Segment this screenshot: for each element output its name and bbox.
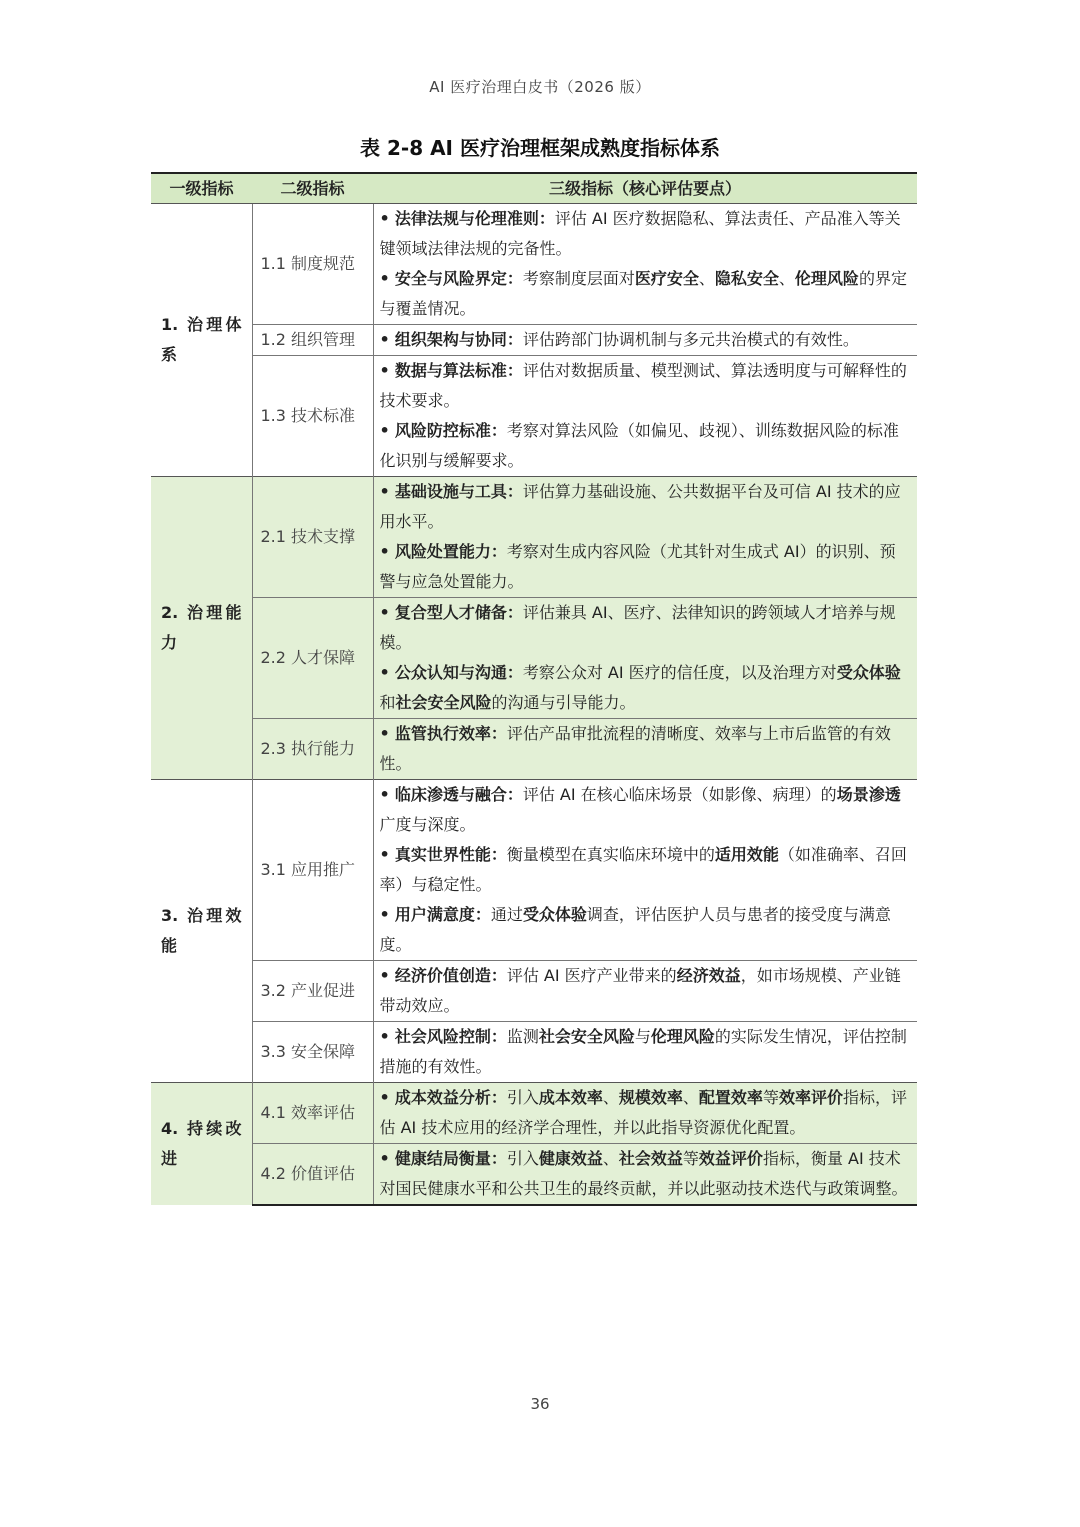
evaluation-point [380, 840, 910, 900]
text: 指标，衡量 AI 技术对国民健康水平和公共卫生的最终贡献，并以此驱动技术迭代与政策调整。 [379, 1149, 908, 1198]
bullet-icon: • [379, 1027, 390, 1046]
text: 引入 [506, 1088, 539, 1107]
evaluation-point [380, 1083, 910, 1143]
bullet-icon: • [379, 421, 390, 440]
bold-text: 医疗安全 [634, 269, 699, 288]
bold-text: 效益评价 [698, 1149, 763, 1168]
bold-text: 数据与算法标准： [394, 361, 523, 380]
bold-text: 真实世界性能： [394, 845, 507, 864]
text: 广度与深度。 [379, 815, 476, 834]
bold-text: 伦理风险 [650, 1027, 715, 1046]
text: 监测 [506, 1027, 539, 1046]
bold-text: 基础设施与工具： [394, 482, 523, 501]
bullet-icon: • [379, 724, 390, 743]
table-row [151, 477, 917, 598]
evaluation-point [380, 1144, 910, 1204]
level-2-indicator: 2.3 执行能力 [252, 719, 373, 780]
bullet-icon: • [379, 330, 390, 349]
bullet-icon: • [379, 845, 390, 864]
table-row [151, 598, 917, 719]
page-number: 36 [530, 1395, 550, 1413]
bold-text: 法律法规与伦理准则： [394, 209, 555, 228]
table-row [151, 204, 917, 325]
text: ，如市场规模、产业链带动效应。 [379, 966, 901, 1015]
evaluation-point [380, 900, 910, 960]
text: 等 [762, 1088, 779, 1107]
bullet-icon: • [379, 603, 390, 622]
text: 评估对数据质量、模型测试、算法透明度与可解释性的技术要求。 [379, 361, 907, 410]
bullet-icon: • [379, 269, 390, 288]
evaluation-point [380, 356, 910, 416]
level-3-evaluation-points [373, 719, 917, 780]
bullet-icon: • [379, 966, 390, 985]
header-level-1: 一级指标 [151, 173, 252, 204]
level-3-evaluation-points [373, 780, 917, 961]
evaluation-point [380, 780, 910, 840]
level-1-indicator: 2. 治理能力 [151, 477, 252, 780]
bullet-icon: • [379, 1088, 390, 1107]
evaluation-point [380, 416, 910, 476]
text: 评估 AI 在核心临床场景（如影像、病理）的 [522, 785, 837, 804]
level-2-indicator: 4.1 效率评估 [252, 1083, 373, 1144]
bold-text: 社会安全风险 [395, 693, 492, 712]
table-row [151, 961, 917, 1022]
header-level-2: 二级指标 [252, 173, 373, 204]
bold-text: 隐私安全 [714, 269, 779, 288]
text: 和 [379, 693, 396, 712]
text: 引入 [506, 1149, 539, 1168]
bullet-icon: • [379, 361, 390, 380]
bold-text: 监管执行效率： [394, 724, 507, 743]
text: （如准确率、召回率）与稳定性。 [379, 845, 907, 894]
text: 的实际发生情况，评估控制措施的有效性。 [379, 1027, 907, 1076]
bold-text: 伦理风险 [794, 269, 859, 288]
bold-text: 安全与风险界定： [394, 269, 523, 288]
text: 评估 AI 医疗产业带来的 [506, 966, 677, 985]
level-3-evaluation-points [373, 1083, 917, 1144]
bold-text: 复合型人才储备： [394, 603, 523, 622]
text: 、 [778, 269, 795, 288]
bullet-icon: • [379, 542, 390, 561]
level-1-indicator: 1. 治理体系 [151, 204, 252, 477]
text: 考察公众对 AI 医疗的信任度，以及治理方对 [522, 663, 837, 682]
evaluation-point [380, 598, 910, 658]
level-1-indicator: 4. 持续改进 [151, 1083, 252, 1206]
evaluation-point [380, 325, 910, 355]
text: 、 [602, 1088, 619, 1107]
text: 等 [682, 1149, 699, 1168]
bold-text: 社会安全风险 [538, 1027, 635, 1046]
evaluation-point [380, 204, 910, 264]
level-3-evaluation-points [373, 1022, 917, 1083]
evaluation-point [380, 658, 910, 718]
bold-text: 场景渗透 [836, 785, 901, 804]
evaluation-point [380, 719, 910, 779]
bold-text: 用户满意度： [394, 905, 491, 924]
table-row [151, 719, 917, 780]
text: 评估产品审批流程的清晰度、效率与上市后监管的有效性。 [379, 724, 891, 773]
level-2-indicator: 1.3 技术标准 [252, 356, 373, 477]
bold-text: 风险防控标准： [394, 421, 507, 440]
bold-text: 成本效率 [538, 1088, 603, 1107]
text: 、 [698, 269, 715, 288]
evaluation-point [380, 961, 910, 1021]
text: 的界定与覆盖情况。 [379, 269, 907, 318]
bullet-icon: • [379, 785, 390, 804]
table-row [151, 356, 917, 477]
evaluation-point [380, 537, 910, 597]
text: 通过 [490, 905, 523, 924]
text: 、 [682, 1088, 699, 1107]
table-title: 表 2-8 AI 医疗治理框架成熟度指标体系 [360, 136, 720, 160]
bold-text: 适用效能 [714, 845, 779, 864]
text: 调查，评估医护人员与患者的接受度与满意度。 [379, 905, 891, 954]
text: 考察对生成内容风险（尤其针对生成式 AI）的识别、预警与应急处置能力。 [379, 542, 896, 591]
bold-text: 组织架构与协同： [394, 330, 523, 349]
bullet-icon: • [379, 1149, 390, 1168]
table-row [151, 1083, 917, 1144]
bullet-icon: • [379, 482, 390, 501]
text: 评估 AI 医疗数据隐私、算法责任、产品准入等关键领域法律法规的完备性。 [379, 209, 901, 258]
table-body [151, 204, 917, 1206]
bold-text: 风险处置能力： [394, 542, 507, 561]
bold-text: 经济效益 [676, 966, 741, 985]
bold-text: 效率评价 [778, 1088, 843, 1107]
bullet-icon: • [379, 209, 390, 228]
evaluation-point [380, 1022, 910, 1082]
level-1-indicator: 3. 治理效能 [151, 780, 252, 1083]
evaluation-point [380, 477, 910, 537]
bullet-icon: • [379, 905, 390, 924]
text: 评估兼具 AI、医疗、法律知识的跨领域人才培养与规模。 [379, 603, 896, 652]
running-head: AI 医疗治理白皮书（2026 版） [429, 78, 651, 96]
level-3-evaluation-points [373, 598, 917, 719]
level-3-evaluation-points [373, 356, 917, 477]
bold-text: 经济价值创造： [394, 966, 507, 985]
bold-text: 健康效益 [538, 1149, 603, 1168]
evaluation-point [380, 264, 910, 324]
bold-text: 公众认知与沟通： [394, 663, 523, 682]
bullet-icon: • [379, 663, 390, 682]
table-row [151, 325, 917, 356]
bold-text: 健康结局衡量： [394, 1149, 507, 1168]
level-2-indicator: 3.3 安全保障 [252, 1022, 373, 1083]
text: 与 [634, 1027, 651, 1046]
level-2-indicator: 4.2 价值评估 [252, 1144, 373, 1206]
text: 考察对算法风险（如偏见、歧视）、训练数据风险的标准化识别与缓解要求。 [379, 421, 899, 470]
text: 、 [602, 1149, 619, 1168]
text: 的沟通与引导能力。 [491, 693, 636, 712]
level-2-indicator: 2.2 人才保障 [252, 598, 373, 719]
level-3-evaluation-points [373, 477, 917, 598]
level-2-indicator: 2.1 技术支撑 [252, 477, 373, 598]
text: 评估算力基础设施、公共数据平台及可信 AI 技术的应用水平。 [379, 482, 901, 531]
bold-text: 配置效率 [698, 1088, 763, 1107]
maturity-indicator-table [151, 172, 917, 1206]
level-3-evaluation-points [373, 1144, 917, 1206]
table-header-row [151, 173, 917, 204]
level-2-indicator: 3.2 产业促进 [252, 961, 373, 1022]
text: 指标，评估 AI 技术应用的经济学合理性，并以此指导资源优化配置。 [379, 1088, 907, 1137]
bold-text: 受众体验 [522, 905, 587, 924]
level-2-indicator: 3.1 应用推广 [252, 780, 373, 961]
header-level-3: 三级指标（核心评估要点） [373, 173, 917, 204]
level-3-evaluation-points [373, 204, 917, 325]
bold-text: 成本效益分析： [394, 1088, 507, 1107]
bold-text: 临床渗透与融合： [394, 785, 523, 804]
text: 考察制度层面对 [522, 269, 635, 288]
level-2-indicator: 1.1 制度规范 [252, 204, 373, 325]
bold-text: 社会效益 [618, 1149, 683, 1168]
table-row [151, 1022, 917, 1083]
bold-text: 受众体验 [836, 663, 901, 682]
text: 评估跨部门协调机制与多元共治模式的有效性。 [522, 330, 859, 349]
table-row [151, 1144, 917, 1206]
level-2-indicator: 1.2 组织管理 [252, 325, 373, 356]
table-row [151, 780, 917, 961]
bold-text: 规模效率 [618, 1088, 683, 1107]
bold-text: 社会风险控制： [394, 1027, 507, 1046]
level-3-evaluation-points [373, 325, 917, 356]
text: 衡量模型在真实临床环境中的 [506, 845, 715, 864]
level-3-evaluation-points [373, 961, 917, 1022]
